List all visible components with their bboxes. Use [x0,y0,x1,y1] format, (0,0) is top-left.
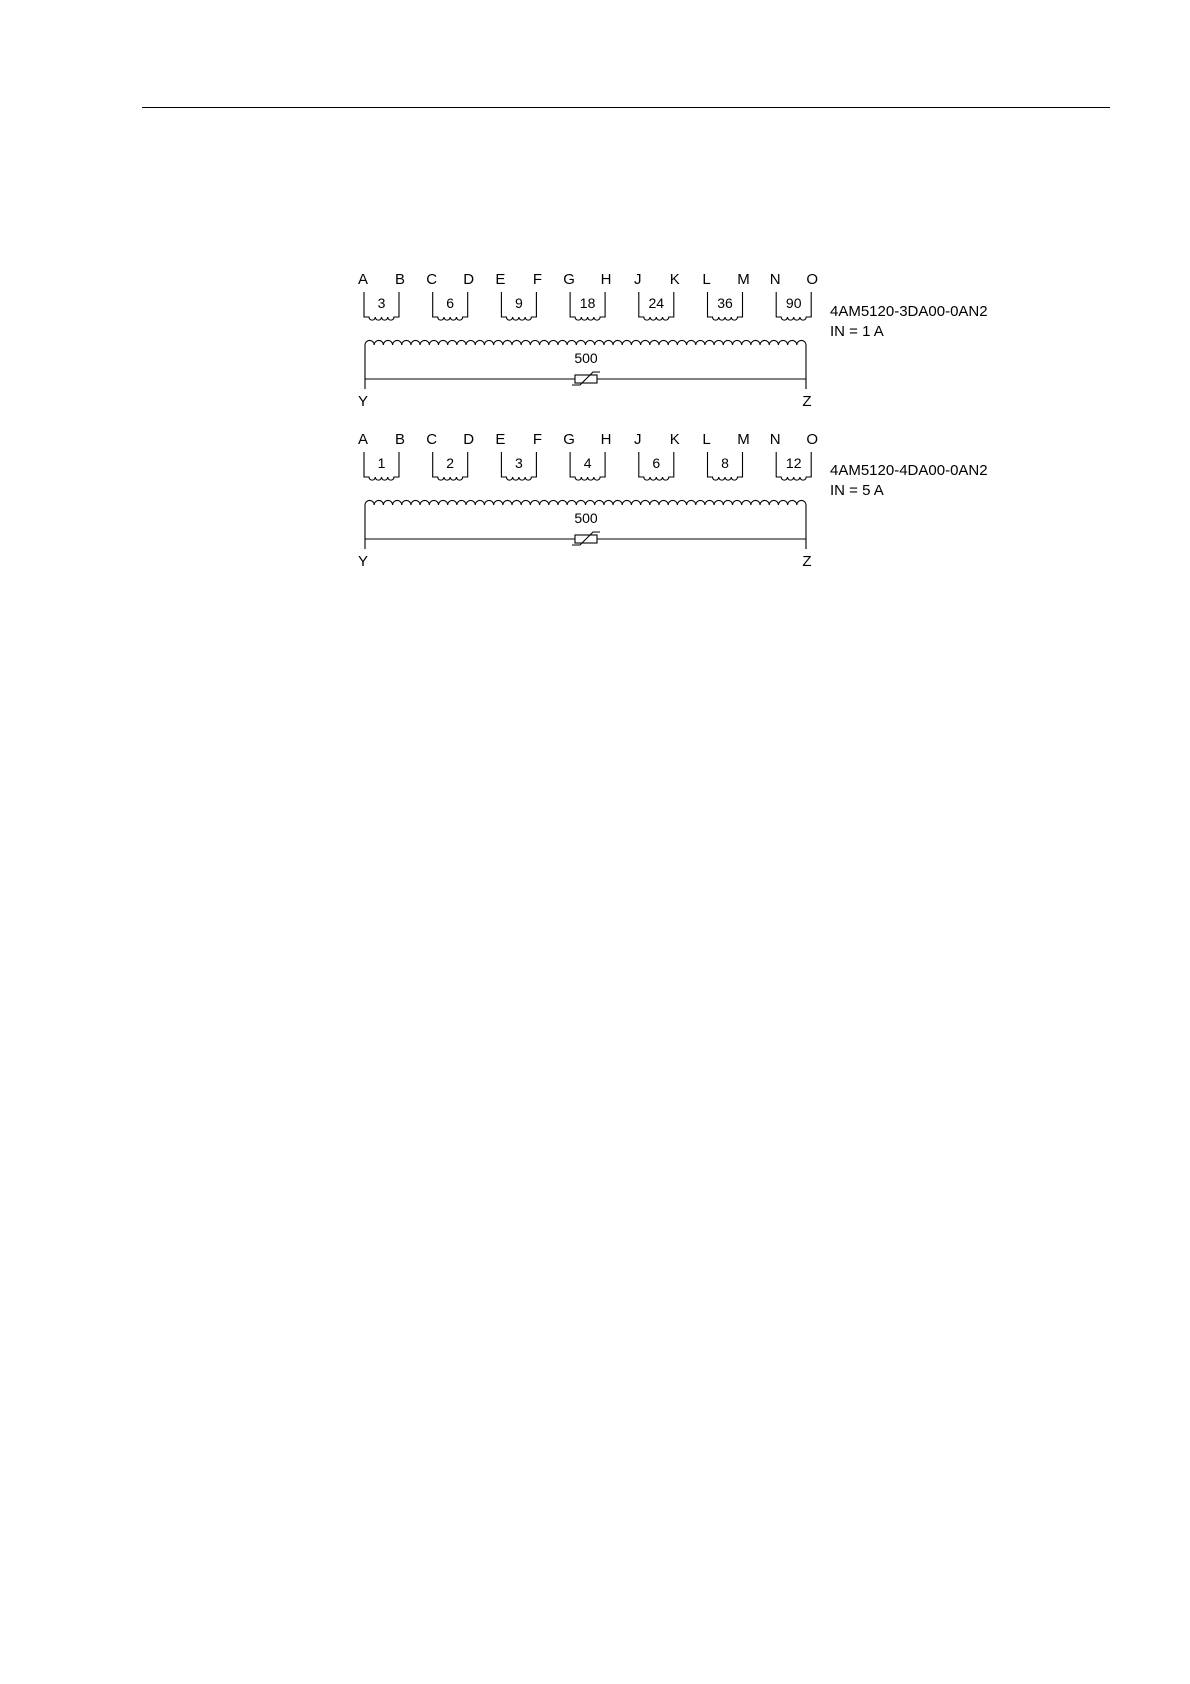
tap-turns: 90 [785,295,802,311]
tap-turns: 12 [785,455,802,471]
main-winding-turns: 500 [574,350,598,366]
tap-winding [634,271,680,320]
varistor-symbol [572,372,600,385]
tap-terminal-left: J [634,271,642,288]
tap-terminal-left: L [702,431,711,448]
tap-winding [358,271,405,320]
tap-terminal-right: O [806,271,819,288]
tap-winding [426,431,474,480]
main-terminal-right: Z [802,393,812,410]
tap-winding [634,431,680,480]
tap-winding [358,431,405,480]
tap-winding [702,431,749,480]
tap-terminal-left: N [769,271,781,288]
tap-terminal-left: E [495,431,506,448]
tap-winding [563,271,611,320]
tap-terminal-right: D [463,431,475,448]
tap-terminal-right: K [669,431,680,448]
tap-terminal-right: D [463,271,475,288]
tap-terminal-right: M [737,431,750,448]
varistor-symbol [572,532,600,545]
tap-turns: 8 [721,455,729,471]
tap-turns: 3 [377,295,386,311]
tap-winding [770,271,818,320]
tap-terminal-left: N [769,431,781,448]
model-number: 4AM5120-4DA00-0AN2 [830,462,988,479]
tap-turns: 9 [515,295,523,311]
tap-terminal-right: K [669,271,680,288]
tap-windings-2 [358,431,818,480]
tap-turns: 2 [446,455,455,471]
tap-terminal-left: C [426,271,438,288]
tap-turns: 6 [652,455,661,471]
tap-terminal-right: F [532,431,542,448]
tap-terminal-right: M [737,271,750,288]
main-coil [365,500,806,505]
main-winding-turns: 500 [574,510,598,526]
tap-terminal-left: A [357,431,369,448]
tap-winding [770,431,818,480]
tap-terminal-left: C [426,431,438,448]
tap-terminal-right: O [806,431,819,448]
tap-turns: 18 [579,295,596,311]
tap-terminal-right: F [532,271,542,288]
tap-winding [495,431,542,480]
tap-winding [426,271,474,320]
tap-winding [702,271,749,320]
tap-terminal-left: G [563,431,575,448]
tap-turns: 1 [377,455,386,471]
main-coil [365,340,806,345]
tap-winding [563,431,611,480]
tap-terminal-right: B [394,431,406,448]
transformer-block-1k [358,271,988,410]
tap-terminal-left: G [563,271,575,288]
tap-terminal-left: L [702,271,711,288]
main-terminal-right: Z [802,553,812,570]
tap-turns: 24 [648,295,665,311]
tap-terminal-right: B [394,271,406,288]
tap-turns: 6 [446,295,455,311]
tap-terminal-right: H [600,431,612,448]
tap-turns: 4 [583,455,592,471]
tap-turns: 3 [515,455,523,471]
main-terminal-left: Y [357,393,369,410]
rated-current: IN = 5 A [830,482,884,499]
tap-winding [495,271,542,320]
tap-turns: 36 [717,295,733,311]
transformer-block-2 [358,431,988,570]
tap-terminal-left: A [357,271,369,288]
rated-current: IN = 1 A [830,323,884,340]
tap-terminal-right: H [600,271,612,288]
tap-terminal-left: J [634,431,642,448]
tap-windings-1 [358,271,818,320]
tap-terminal-left: E [495,271,506,288]
main-terminal-left: Y [357,553,369,570]
model-number: 4AM5120-3DA00-0AN2 [830,303,988,320]
